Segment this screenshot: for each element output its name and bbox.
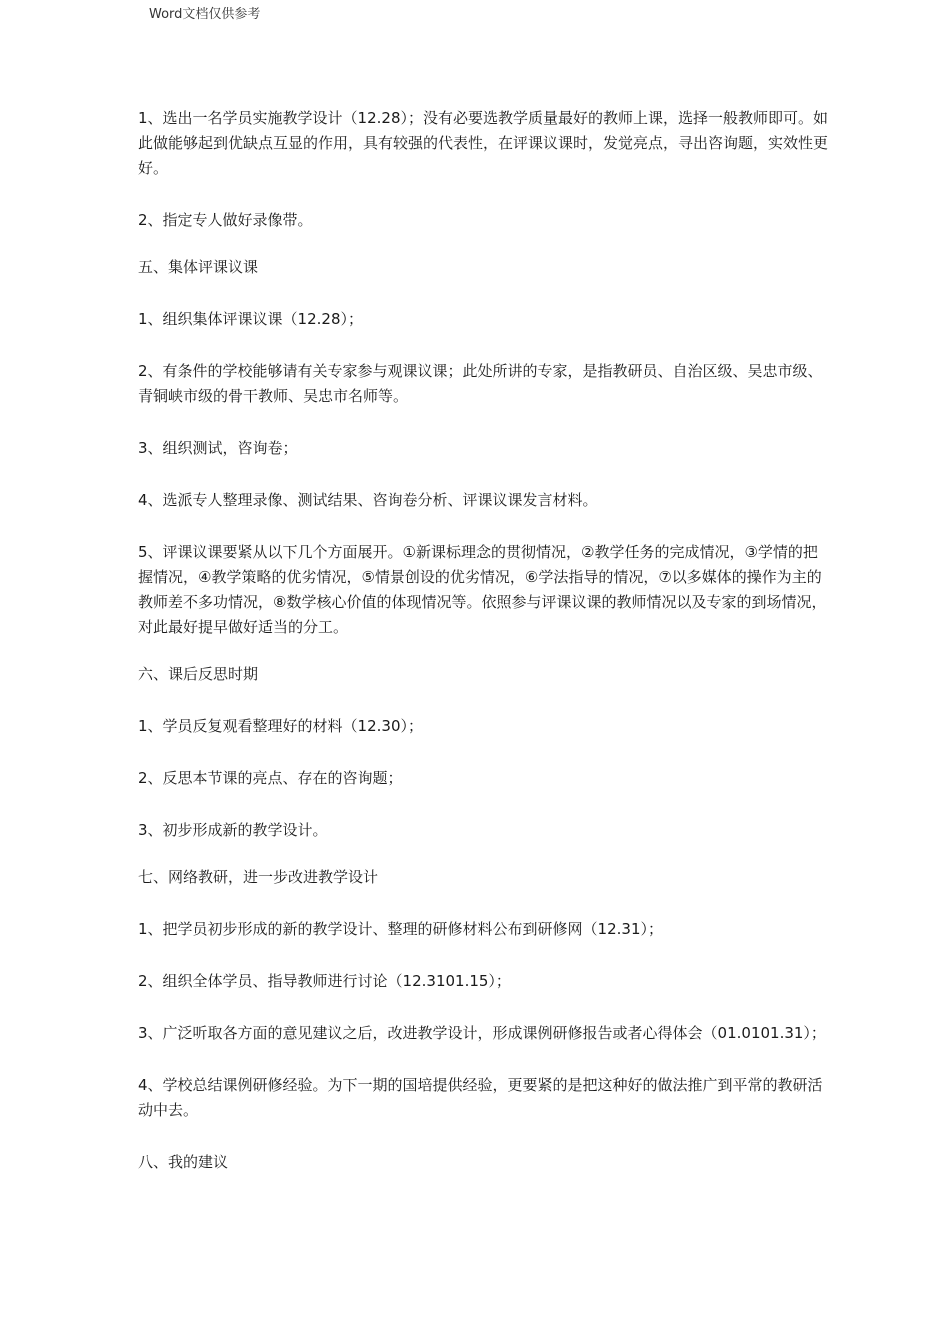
document-body (138, 106, 828, 1175)
section-heading-6: 六、课后反思时期 (138, 665, 259, 683)
paragraph-improve-design: 3、广泛听取各方面的意见建议之后，改进教学设计，形成课例研修报告或者心得体会（01.0101.31）； (138, 1024, 826, 1042)
paragraph-select-trainee: 1、选出一名学员实施教学设计（12.28）；没有必要选教学质量最好的教师上课，选择一般教师即可。如此做能够起到优缺点互显的作用，具有较强的代表性，在评课议课时，发觉亮点，寻出咨询题，实效性更好。 (138, 109, 829, 177)
paragraph-review-aspects: 5、评课议课要紧从以下几个方面展开。①新课标理念的贯彻情况，②教学任务的完成情况，③学情的把握情况，④教学策略的优劣情况，⑤情景创设的优劣情况，⑥学法指导的情况，⑦以多媒体的操作为主的教师差不多功情况，⑧数学核心价值的体现情况等。依照参与评课议课的教师情况以及专家的到场情况，对此最好提早做好适当的分工。 (138, 543, 827, 636)
paragraph-organize-review: 1、组织集体评课议课（12.28）； (138, 310, 363, 328)
header-note: Word文档仅供参考 (149, 7, 261, 22)
section-heading-5: 五、集体评课议课 (138, 258, 259, 276)
paragraph-record-video: 2、指定专人做好录像带。 (138, 211, 313, 229)
section-heading-7: 七、网络教研，进一步改进教学设计 (138, 868, 379, 886)
paragraph-invite-experts: 2、有条件的学校能够请有关专家参与观课议课；此处所讲的专家，是指教研员、自治区级、吴忠市级、青铜峡市级的骨干教师、吴忠市名师等。 (138, 362, 823, 405)
paragraph-discussion: 2、组织全体学员、指导教师进行讨论（12.3101.15）； (138, 972, 511, 990)
paragraph-new-design: 3、初步形成新的教学设计。 (138, 821, 328, 839)
paragraph-watch-materials: 1、学员反复观看整理好的材料（12.30）； (138, 717, 423, 735)
paragraph-assign-staff: 4、选派专人整理录像、测试结果、咨询卷分析、评课议课发言材料。 (138, 491, 598, 509)
section-heading-8: 八、我的建议 (138, 1153, 229, 1171)
paragraph-summarize-experience: 4、学校总结课例研修经验。为下一期的国培提供经验，更要紧的是把这种好的做法推广到平常的教研活动中去。 (138, 1076, 823, 1119)
paragraph-publish-online: 1、把学员初步形成的新的教学设计、整理的研修材料公布到研修网（12.31）； (138, 920, 663, 938)
paragraph-reflect-lesson: 2、反思本节课的亮点、存在的咨询题； (138, 769, 403, 787)
paragraph-test-survey: 3、组织测试，咨询卷； (138, 439, 298, 457)
